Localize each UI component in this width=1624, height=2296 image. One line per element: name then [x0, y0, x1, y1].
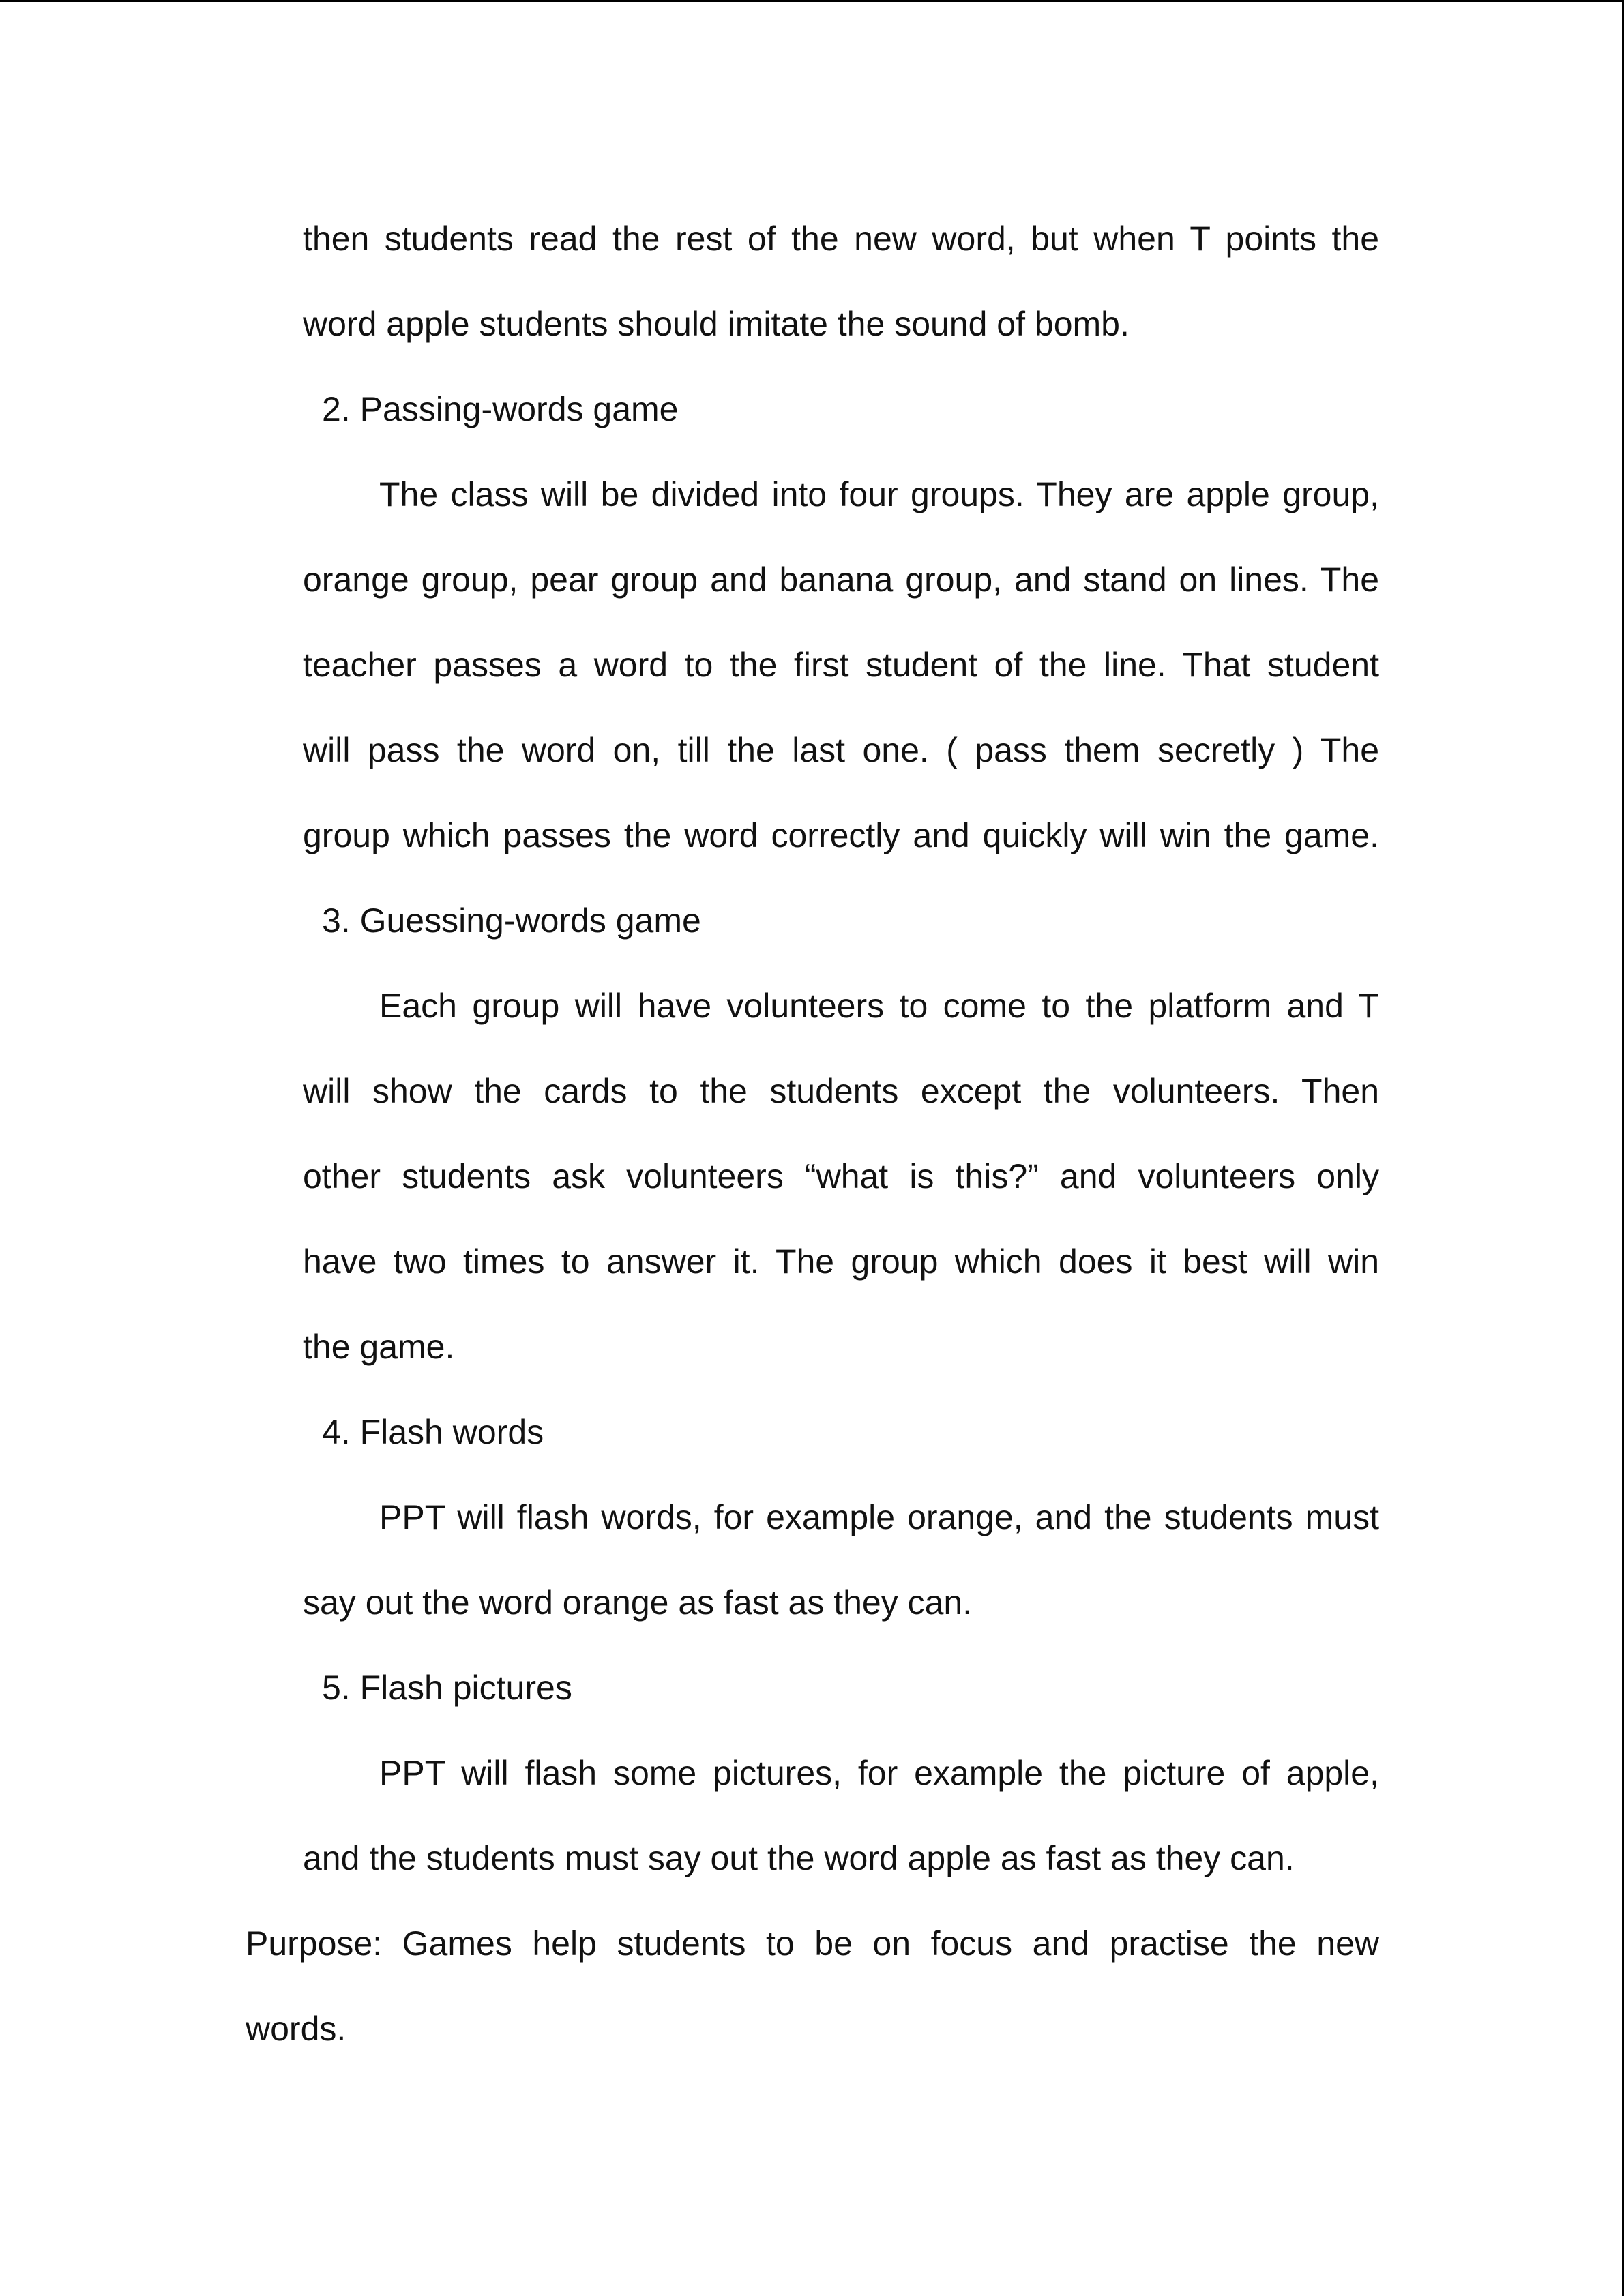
paragraph-line: then students read the rest of the new word, but when T points the [303, 220, 1379, 258]
section-heading: 4. Flash words [322, 1413, 544, 1451]
paragraph-line: orange group, pear group and banana group, and stand on lines. The [303, 561, 1379, 599]
paragraph-line: will show the cards to the students except the volunteers. Then [303, 1072, 1379, 1110]
paragraph-line: and the students must say out the word apple as fast as they can. [303, 1839, 1295, 1877]
paragraph-line: Each group will have volunteers to come to the platform and T [379, 987, 1379, 1025]
section-heading: 2. Passing-words game [322, 390, 679, 428]
paragraph-line: say out the word orange as fast as they can. [303, 1583, 973, 1622]
paragraph-line: PPT will flash words, for example orange, and the students must [379, 1498, 1379, 1536]
paragraph-line: teacher passes a word to the first student of the line. That student [303, 646, 1379, 684]
paragraph-line: have two times to answer it. The group which does it best will win [303, 1242, 1379, 1281]
paragraph-line: word apple students should imitate the sound of bomb. [303, 305, 1130, 343]
paragraph-line: the game. [303, 1328, 455, 1366]
section-heading: 5. Flash pictures [322, 1669, 572, 1707]
purpose-line: words. [246, 2010, 346, 2048]
purpose-line: Purpose: Games help students to be on focus and practise the new [246, 1924, 1379, 1963]
paragraph-line: The class will be divided into four groups. They are apple group, [379, 475, 1379, 513]
paragraph-line: PPT will flash some pictures, for example the picture of apple, [379, 1754, 1379, 1792]
paragraph-line: group which passes the word correctly and quickly will win the game. [303, 816, 1379, 854]
section-heading: 3. Guessing-words game [322, 901, 701, 940]
paragraph-line: other students ask volunteers “what is this?” and volunteers only [303, 1157, 1379, 1195]
paragraph-line: will pass the word on, till the last one. ( pass them secretly ) The [303, 731, 1379, 769]
